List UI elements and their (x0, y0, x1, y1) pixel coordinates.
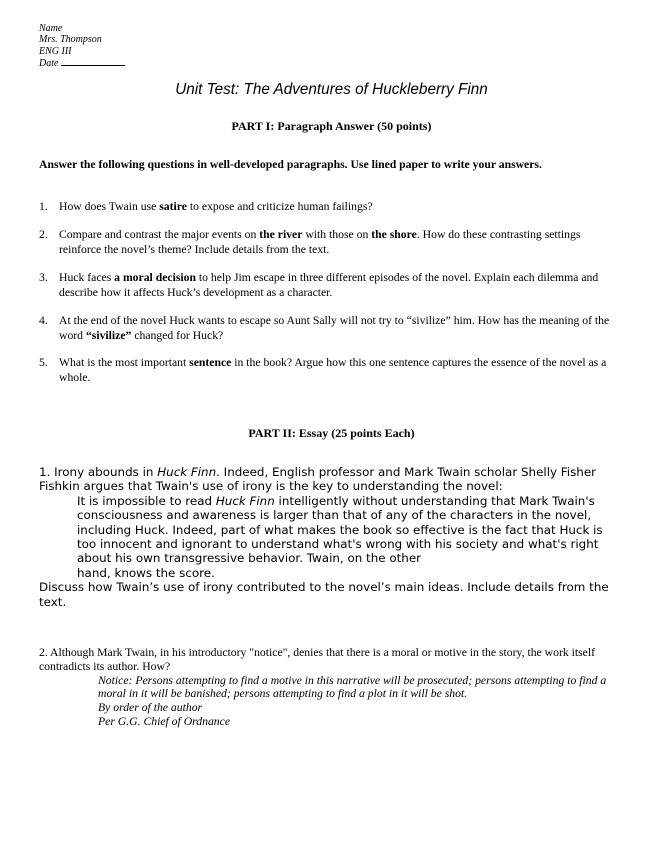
essay2-intro: 2. Although Mark Twain, in his introductory "notice", denies that there is a moral or motive in the story, the work itself contradicts its author. How? (39, 646, 595, 673)
date-label: Date (39, 58, 59, 70)
question-text: with those on (302, 228, 372, 241)
essay1-intro (39, 465, 624, 494)
essay-text: . Indeed, English professor and Mark Twain scholar Shelly Fisher Fishkin argues that Twain's use of irony is the key to understanding the novel: (39, 465, 597, 494)
question-text: Huck faces (59, 271, 115, 284)
question-text: to expose and criticize human failings? (186, 200, 373, 213)
part1-instructions: Answer the following questions in well-developed paragraphs. Use lined paper to write your answers. (39, 158, 542, 171)
question-keyword: sentence (189, 356, 232, 369)
student-header (39, 23, 125, 70)
question-number: 5. (39, 356, 48, 369)
question-text: Compare and contrast the major events on (59, 228, 260, 241)
question-keyword: a moral decision (114, 271, 196, 284)
question-number: 1. (39, 200, 48, 213)
notice-signature-title: Per G.G. Chief of Ordnance (98, 714, 231, 728)
twain-notice: Notice: Persons attempting to find a motive in this narrative will be prosecuted; persons attempting to find a moral in it will be banished; persons attempting to find a plot in it will be shot. (98, 673, 607, 701)
question-text: How does Twain use (59, 200, 160, 213)
book-title: Huck Finn (215, 493, 275, 508)
notice-signature: By order of the author (98, 701, 203, 715)
question-keyword: satire (159, 200, 187, 213)
question-text: to help Jim escape in three different episodes of the novel. Explain each dilemma and describe how it affects Huck’s development as a character. (59, 271, 599, 299)
question-1 (39, 200, 624, 215)
question-4 (39, 314, 624, 343)
question-keyword: “sivilize” (85, 328, 132, 342)
question-number: 3. (39, 271, 48, 284)
quote-text: It is impossible to read (77, 493, 216, 508)
question-text: . How do these contrasting settings reinforce the novel’s theme? Include details from the text. (59, 228, 581, 256)
question-text: At the end of the novel Huck wants to escape so Aunt Sally will not try to “sivilize” him. How has the meaning of the word (59, 314, 610, 342)
question-5 (39, 356, 624, 385)
question-text: What is the most important (59, 356, 190, 369)
book-title: Huck Finn (157, 465, 217, 479)
question-number: 2. (39, 228, 48, 241)
part1-heading: PART I: Paragraph Answer (50 points) (231, 119, 432, 133)
date-blank[interactable] (61, 57, 125, 66)
quote-text: intelligently without understanding that Mark Twain's consciousness and awareness is larger than that of any of the characters in the novel, including Huck. Indeed, part of what makes the book so effective is the fact that Huck is too innocent and ignorant to understand what's wrong with his society and what's right about his own transgressive behavior. Twain, on the other (77, 493, 603, 566)
question-3 (39, 271, 624, 300)
question-text: in the book? Argue how this one sentence captures the essence of the novel as a whole. (59, 356, 607, 384)
fishkin-quote-end: hand, knows the score. (77, 565, 215, 580)
question-text: changed for Huck? (131, 328, 224, 342)
question-2 (39, 228, 624, 257)
question-keyword: the shore (371, 228, 417, 241)
page-title: Unit Test: The Adventures of Huckleberry Finn (175, 81, 488, 98)
name-label: Name (39, 23, 63, 34)
essay-question-1 (39, 465, 624, 609)
question-keyword: the river (259, 228, 303, 241)
fishkin-quote (77, 494, 624, 566)
essay-question-2 (39, 646, 629, 729)
date-line (39, 57, 125, 69)
part2-heading: PART II: Essay (25 points Each) (248, 426, 415, 440)
essay-text: 1. Irony abounds in (39, 465, 158, 479)
teacher-name: Mrs. Thompson (39, 34, 102, 46)
course-name: ENG III (39, 45, 72, 57)
question-number: 4. (39, 314, 48, 327)
essay1-prompt: Discuss how Twain’s use of irony contributed to the novel’s main ideas. Include details from the text. (39, 580, 609, 609)
